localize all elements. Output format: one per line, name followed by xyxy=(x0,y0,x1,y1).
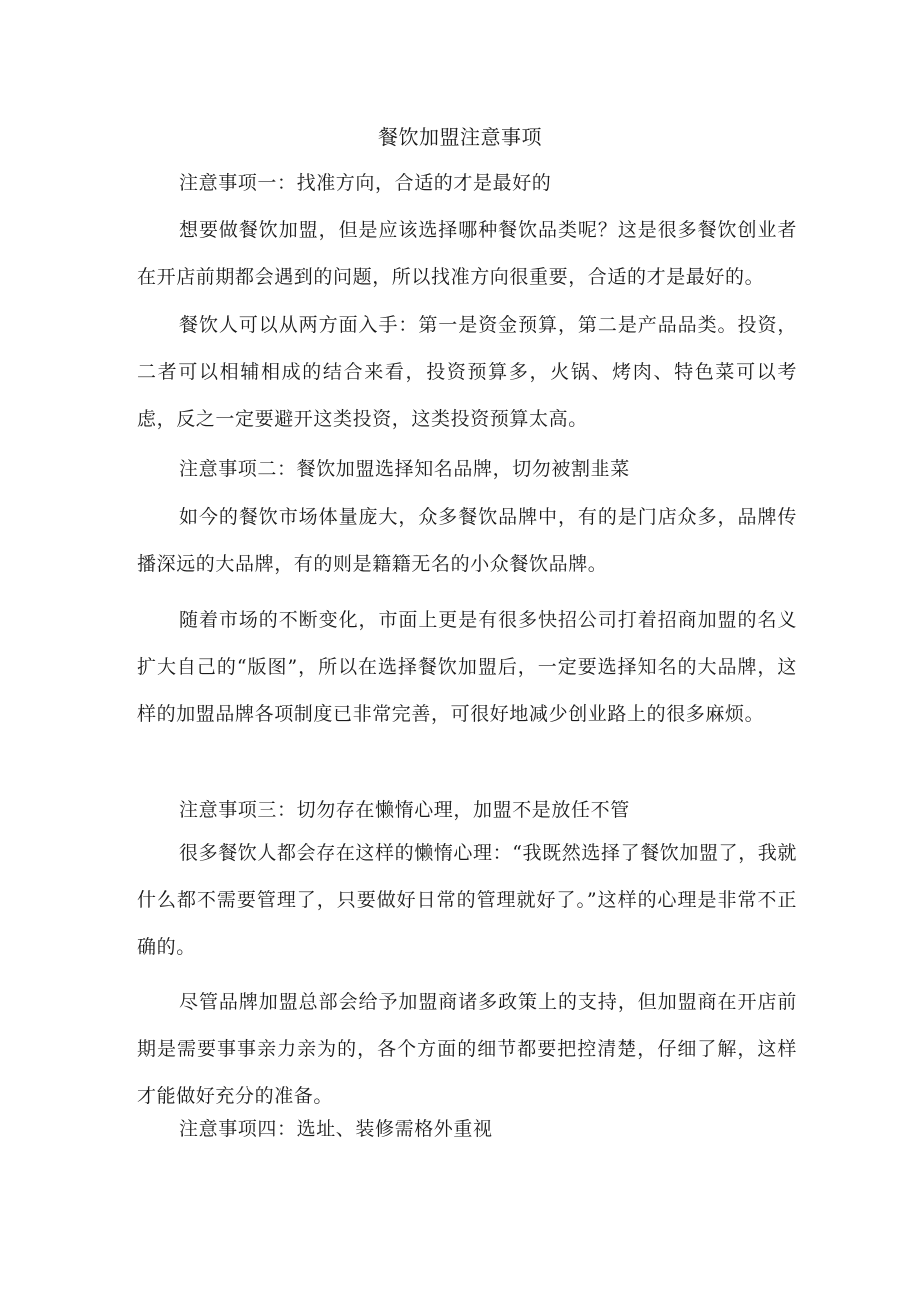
section-1-heading: 注意事项一：找准方向，合适的才是最好的 xyxy=(179,172,552,194)
section-3-paragraph-1: 很多餐饮人都会存在这样的懒惰心理：“我既然选择了餐饮加盟了，我就什么都不需要管理了，只要做好日常的管理就好了。”这样的心理是非常不正确的。 xyxy=(137,842,797,958)
section-3-heading: 注意事项三：切勿存在懒惰心理，加盟不是放任不管 xyxy=(179,799,630,821)
section-4-heading: 注意事项四：选址、装修需格外重视 xyxy=(179,1118,493,1140)
document-title: 餐饮加盟注意事项 xyxy=(378,125,542,149)
section-1-paragraph-2: 餐饮人可以从两方面入手：第一是资金预算，第二是产品品类。投资，二者可以相辅相成的结合来看，投资预算多，火锅、烤肉、特色菜可以考虑，反之一定要避开这类投资，这类投资预算太高。 xyxy=(137,314,797,430)
section-2-paragraph-2: 随着市场的不断变化，市面上更是有很多快招公司打着招商加盟的名义扩大自己的“版图”，所以在选择餐饮加盟后，一定要选择知名的大品牌，这样的加盟品牌各项制度已非常完善，可很好地减少创业路上的很多麻烦。 xyxy=(137,609,797,725)
section-2-heading: 注意事项二：餐饮加盟选择知名品牌，切勿被割韭菜 xyxy=(179,458,630,480)
section-3-paragraph-2: 尽管品牌加盟总部会给予加盟商诸多政策上的支持，但加盟商在开店前期是需要事事亲力亲为的，各个方面的细节都要把控清楚，仔细了解，这样才能做好充分的准备。 xyxy=(137,991,797,1107)
section-2-paragraph-1: 如今的餐饮市场体量庞大，众多餐饮品牌中，有的是门店众多，品牌传播深远的大品牌，有的则是籍籍无名的小众餐饮品牌。 xyxy=(137,506,797,575)
section-1-paragraph-1: 想要做餐饮加盟，但是应该选择哪种餐饮品类呢？这是很多餐饮创业者在开店前期都会遇到的问题，所以找准方向很重要，合适的才是最好的。 xyxy=(137,219,797,288)
